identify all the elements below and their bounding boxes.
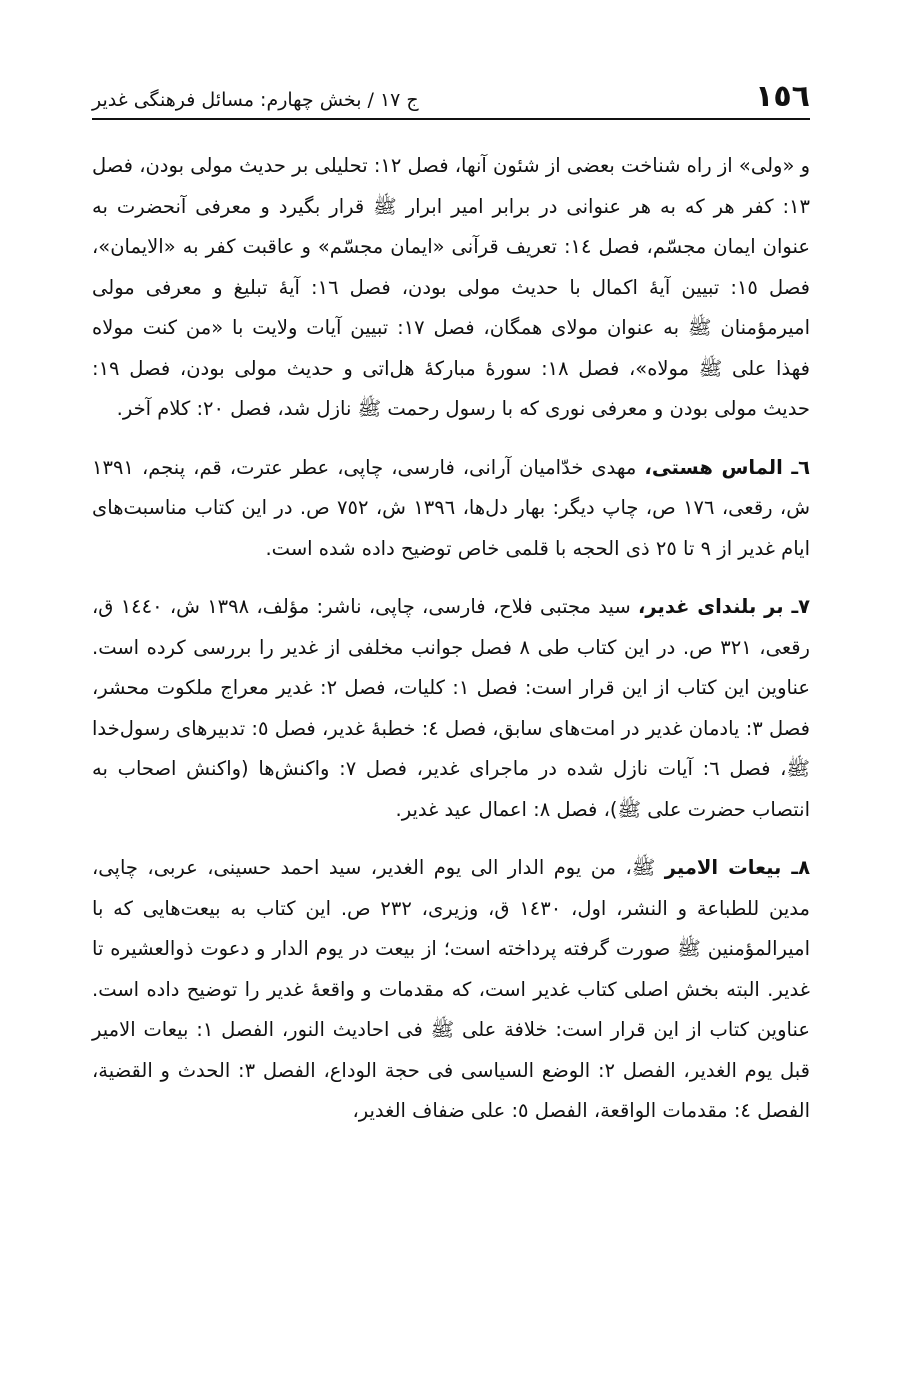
entry-text: ﷺ، من یوم الدار الی یوم الغدیر، سید احمد حسینی، عربی، چاپی، مدین للطباعة و النشر، اول، ١٤٣٠ ق، وزیری، ٢٣٢ ص. این کتاب به بیعت‌هایی که با امیرالمؤمنین ﷺ صورت گرفته پرداخته است؛ از بیعت در یوم الدار و دعوت ذوالعشیره تا غدیر. البته بخش اصلی کتاب غدیر است، که مقدمات و واقعهٔ غدیر را توضیح داده است. عناوین کتاب از این قرار است: خلافة علی ﷺ فی احادیث النور، الفصل ١: بیعات الامیر قبل یوم الغدیر، الفصل ٢: الوضع السیاسی فی حجة الوداع، الفصل ٣: الحدث و القضیة، الفصل ٤: مقدمات الواقعة، الفصل ٥: علی ضفاف الغدیر، — [92, 856, 810, 1122]
entry-almas-hasti — [92, 448, 810, 570]
entry-title: ٧ـ بر بلندای غدیر، — [637, 595, 811, 618]
page-number: ١٥٦ — [755, 79, 810, 114]
paragraph-text: و «ولی» از راه شناخت بعضی از شئون آنها، فصل ١٢: تحلیلی بر حدیث مولی بودن، فصل ١٣: کفر هر که به هر عنوانی در برابر امیر ابرار ﷺ قرار بگیرد و معرفی آنحضرت به عنوان ایمان مجسّم، فصل ١٤: تعریف قرآنی «ایمان مجسّم» و عاقبت کفر به «الایمان»، فصل ١٥: تبیین آیهٔ اکمال با حدیث مولی بودن، فصل ١٦: آیهٔ تبلیغ و معرفی مولی امیرمؤمنان ﷺ به عنوان مولای همگان، فصل ١٧: تبیین آیات ولایت با «من کنت مولاه فهذا علی ﷺ مولاه»، فصل ١٨: سورهٔ مبارکهٔ هل‌اتی و حدیث مولی بودن، فصل ١٩: حدیث مولی بودن و معرفی نوری که با رسول رحمت ﷺ نازل شد، فصل ٢٠: کلام آخر. — [92, 154, 811, 420]
entry-text: مهدی خدّامیان آرانی، فارسی، چاپی، عطر عترت، قم، پنجم، ١٣٩١ ش، رقعی، ١٧٦ ص، چاپ دیگر: بهار دل‌ها، ١٣٩٦ ش، ٧٥٢ ص. در این کتاب مناسبت‌های ایام غدیر از ٩ تا ٢٥ ذی الحجه با قلمی خاص توضیح داده شده است. — [92, 455, 811, 560]
page-header — [92, 64, 810, 118]
entry-title: ٦ـ الماس هستی، — [644, 455, 811, 479]
running-head: ج ١٧ / بخش چهارم: مسائل فرهنگی غدیر — [92, 89, 419, 111]
entry-title: ٨ـ بیعات الامیر — [664, 856, 810, 879]
paragraph-continuation — [92, 146, 810, 430]
entry-bar-bolandaye-ghadir — [92, 587, 810, 830]
page-body — [92, 146, 810, 1150]
header-rule — [92, 118, 810, 120]
entry-biat-al-amir — [92, 848, 810, 1132]
entry-text: سید مجتبی فلاح، فارسی، چاپی، ناشر: مؤلف، ١٣٩٨ ش، ١٤٤٠ ق، رقعی، ٣٢١ ص. در این کتاب طی ٨ فصل جوانب مخلفی از غدیر را بررسی کرده است. عناوین این کتاب از این قرار است: فصل ١: کلیات، فصل ٢: غدیر معراج ملکوت محشر، فصل ٣: یادمان غدیر در امت‌های سابق، فصل ٤: خطبهٔ غدیر، فصل ٥: تدبیرهای رسول‌خدا ﷺ، فصل ٦: آیات نازل شده در ماجرای غدیر، فصل ٧: واکنش‌ها (واکنش اصحاب به انتصاب حضرت علی ﷺ)، فصل ٨: اعمال عید غدیر. — [92, 595, 810, 821]
